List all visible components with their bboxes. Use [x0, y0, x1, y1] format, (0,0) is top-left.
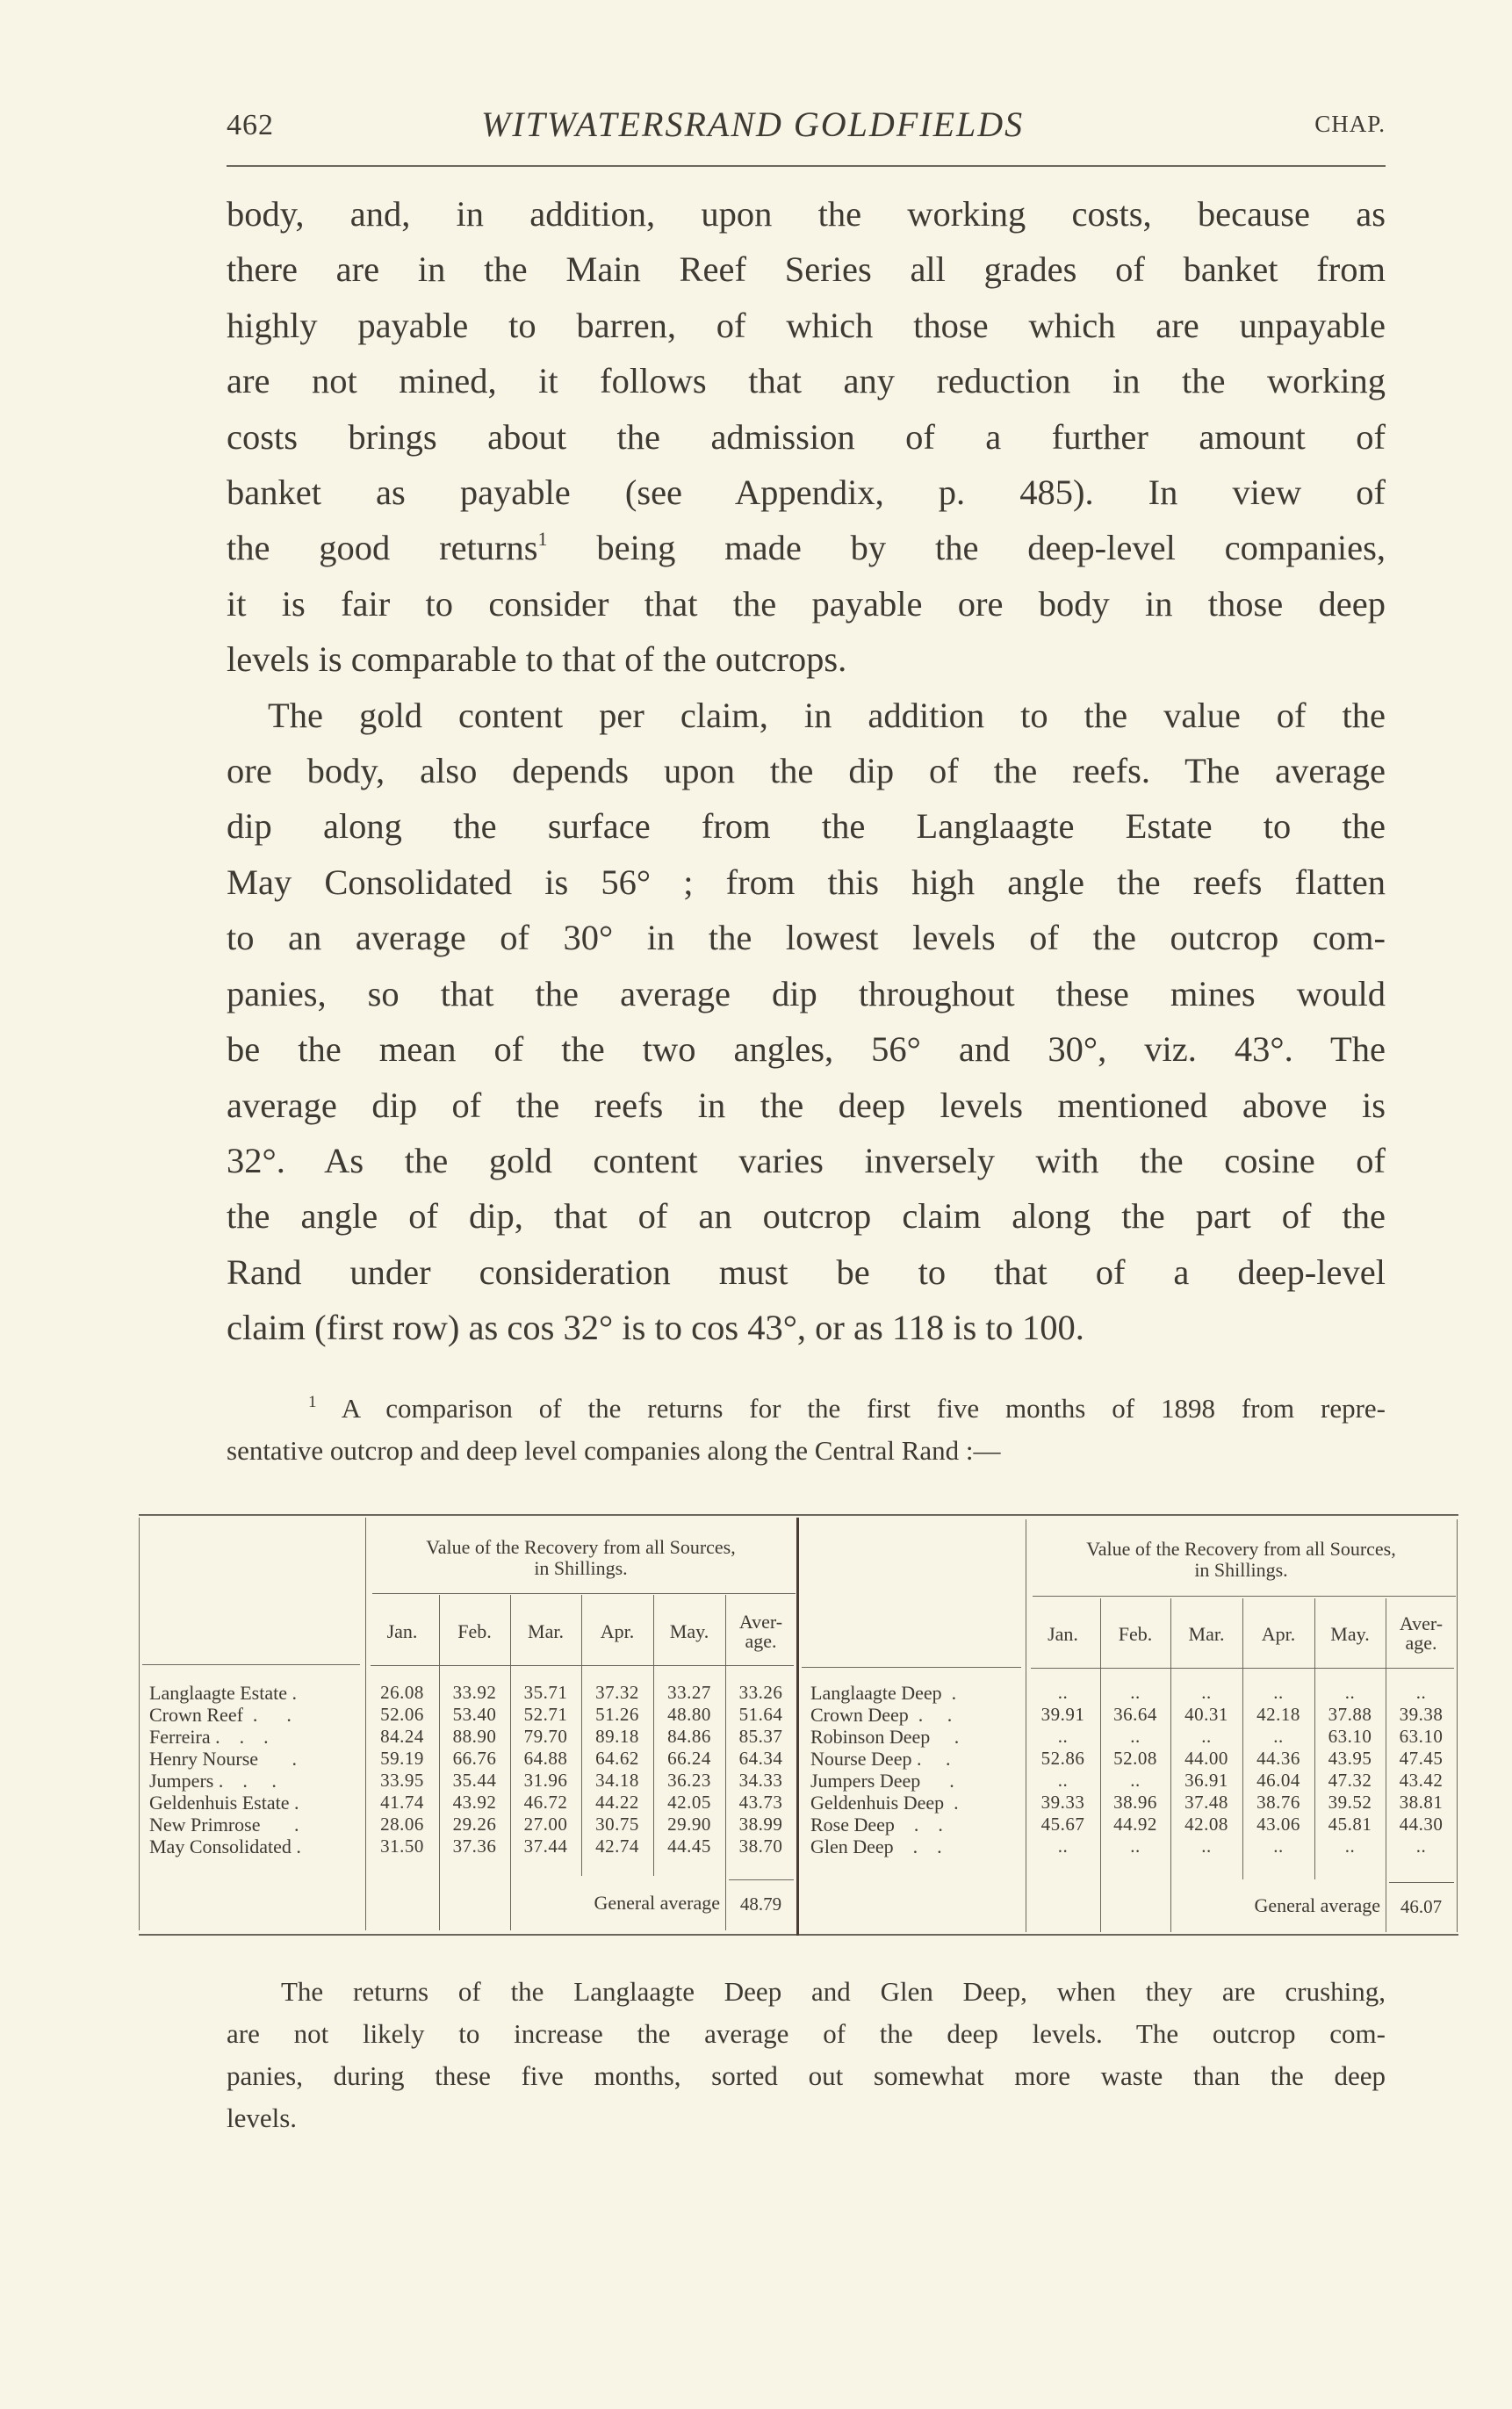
table-cell: ..: [1415, 1682, 1427, 1703]
table-cell: ..: [1130, 1770, 1141, 1791]
footnote-line: sentative outcrop and deep level companies along the Central Rand :—: [227, 1435, 1001, 1466]
row-label: May Consolidated .: [149, 1836, 301, 1857]
table-cell: 66.24: [667, 1748, 711, 1769]
table-cell: ..: [1130, 1726, 1141, 1747]
table-cell: 47.45: [1399, 1748, 1444, 1769]
table-cell: 42.08: [1184, 1814, 1228, 1835]
body-line: 32°. As the gold content varies inversely with the cosine of: [227, 1140, 1386, 1180]
average-rule: [729, 1879, 794, 1880]
table-cell: 63.10: [1399, 1726, 1444, 1747]
table-cell: 53.40: [452, 1704, 497, 1725]
col-header-feb: Feb.: [457, 1620, 492, 1642]
table-cell: 33.26: [738, 1682, 783, 1703]
table-cell: 43.73: [738, 1792, 783, 1813]
table-cell: 44.30: [1399, 1814, 1444, 1835]
table-cell: 48.80: [667, 1704, 711, 1725]
col-header-mar: Mar.: [1188, 1623, 1225, 1645]
body-line: ore body, also depends upon the dip of the reefs. The average: [227, 751, 1386, 791]
col-header-mar: Mar.: [528, 1620, 564, 1642]
chapter-label: CHAP.: [1314, 111, 1386, 137]
table-cell: ..: [1130, 1836, 1141, 1857]
body-text: [227, 186, 1386, 1356]
table-cell: 44.36: [1256, 1748, 1300, 1769]
table-cell: 51.64: [738, 1704, 783, 1725]
row-label: Ferreira . . .: [149, 1726, 269, 1748]
table-cell: 84.86: [667, 1726, 711, 1747]
table-cell: 29.90: [667, 1814, 711, 1835]
body-line: May Consolidated is 56° ; from this high angle the reefs flatten: [227, 862, 1386, 902]
table-cell: 89.18: [595, 1726, 639, 1747]
table-center-divider: [796, 1518, 799, 1936]
table-border-left: [139, 1518, 140, 1930]
body-line: levels is comparable to that of the outcrops.: [227, 639, 847, 680]
table-cell: 64.34: [738, 1748, 783, 1769]
table-cell: 34.33: [738, 1770, 783, 1791]
header-bottom-rule: [142, 1664, 360, 1665]
footnote-marker: 1: [308, 1393, 317, 1411]
row-label: Henry Nourse .: [149, 1748, 298, 1770]
row-label: New Primrose .: [149, 1814, 299, 1836]
group-header-rule: [1033, 1596, 1456, 1597]
table-cell: 31.96: [523, 1770, 568, 1791]
table-cell: 39.38: [1399, 1704, 1444, 1725]
table-cell: 46.72: [523, 1792, 568, 1813]
table-cell: ..: [1273, 1726, 1284, 1747]
table-cell: 33.92: [452, 1682, 497, 1703]
table-cell: 38.70: [738, 1836, 783, 1857]
col-header-may: May.: [669, 1620, 709, 1642]
row-label: Nourse Deep . .: [810, 1748, 951, 1770]
table-cell: 45.67: [1040, 1814, 1085, 1835]
row-label: Jumpers . . .: [149, 1770, 277, 1792]
table-cell: 52.08: [1113, 1748, 1157, 1769]
table-cell: 38.99: [738, 1814, 783, 1835]
table-cell: 37.48: [1184, 1792, 1228, 1813]
table-cell: 43.42: [1399, 1770, 1444, 1791]
table-cell: 30.75: [595, 1814, 639, 1835]
table-cell: ..: [1273, 1836, 1284, 1857]
table-cell: 52.71: [523, 1704, 568, 1725]
table-cell: 37.32: [595, 1682, 639, 1703]
body-line: are not mined, it follows that any reduction in the working: [227, 361, 1386, 401]
table-cell: 28.06: [380, 1814, 424, 1835]
table-cell: 36.64: [1113, 1704, 1157, 1725]
table-cell: 36.91: [1184, 1770, 1228, 1791]
table-cell: 29.26: [452, 1814, 497, 1835]
group-header-rule: [372, 1593, 796, 1594]
row-label: Crown Reef . .: [149, 1704, 292, 1726]
running-title: WITWATERSRAND GOLDFIELDS: [481, 105, 1025, 144]
page-number: 462: [227, 109, 274, 141]
table-cell: 59.19: [380, 1748, 424, 1769]
table-border-right: [1457, 1519, 1458, 1932]
body-line: average dip of the reefs in the deep levels mentioned above is: [227, 1085, 1386, 1125]
table-cell: 38.81: [1399, 1792, 1444, 1813]
table-cell: 79.70: [523, 1726, 568, 1747]
group-header-deep: Value of the Recovery from all Sources, in Shillings.: [1086, 1538, 1396, 1581]
running-head: [227, 104, 1386, 148]
table-cell: 35.44: [452, 1770, 497, 1791]
table-cell: 84.24: [380, 1726, 424, 1747]
table-cell: 66.76: [452, 1748, 497, 1769]
body-line: costs brings about the admission of a further amount of: [227, 416, 1386, 457]
table-cell: 45.81: [1328, 1814, 1372, 1835]
table-cell: 46.04: [1256, 1770, 1300, 1791]
closing-line: are not likely to increase the average of the deep levels. The outcrop com-: [227, 2018, 1386, 2049]
body-line: there are in the Main Reef Series all grades of banket from: [227, 249, 1386, 290]
header-rule: [227, 165, 1386, 167]
table-cell: ..: [1130, 1682, 1141, 1703]
body-line: The gold content per claim, in addition to the value of the: [268, 695, 1386, 735]
table-cell: ..: [1415, 1836, 1427, 1857]
col-header-apr: Apr.: [1261, 1623, 1296, 1645]
table-cell: 39.52: [1328, 1792, 1372, 1813]
body-line: body, and, in addition, upon the working costs, because as: [227, 194, 1386, 234]
group-header-outcrop: Value of the Recovery from all Sources, in Shillings.: [426, 1536, 736, 1579]
header-bottom-rule: [1031, 1668, 1454, 1669]
table-cell: 64.62: [595, 1748, 639, 1769]
row-label: Langlaagte Deep .: [810, 1682, 957, 1704]
general-average-label: General average: [1254, 1894, 1380, 1916]
table-cell: 43.95: [1328, 1748, 1372, 1769]
general-average-outcrop: 48.79: [739, 1893, 782, 1915]
row-label: Langlaagte Estate .: [149, 1682, 297, 1704]
closing-paragraph: [227, 1971, 1386, 2139]
row-label: Jumpers Deep .: [810, 1770, 954, 1792]
table-cell: 63.10: [1328, 1726, 1372, 1747]
table-cell: 41.74: [380, 1792, 424, 1813]
col-header-jan: Jan.: [386, 1620, 418, 1642]
general-average-label: General average: [594, 1892, 720, 1914]
table-cell: 42.05: [667, 1792, 711, 1813]
row-label: Robinson Deep .: [810, 1726, 960, 1748]
table-cell: 39.91: [1040, 1704, 1085, 1725]
row-label: Geldenhuis Estate .: [149, 1792, 299, 1814]
table-cell: 37.36: [452, 1836, 497, 1857]
body-line: claim (first row) as cos 32° is to cos 43°, or as 118 is to 100.: [227, 1308, 1084, 1348]
body-line: banket as payable (see Appendix, p. 485). In view of: [227, 472, 1386, 513]
col-header-average: Aver- age.: [1399, 1612, 1444, 1654]
table-cell: ..: [1057, 1682, 1069, 1703]
table-cell: 44.22: [595, 1792, 639, 1813]
table-cell: 51.26: [595, 1704, 639, 1725]
table-cell: ..: [1344, 1836, 1356, 1857]
table-cell: 37.88: [1328, 1704, 1372, 1725]
col-header-apr: Apr.: [600, 1620, 635, 1642]
table-cell: 26.08: [380, 1682, 424, 1703]
body-line: be the mean of the two angles, 56° and 30°, viz. 43°. The: [227, 1029, 1386, 1070]
body-line: to an average of 30° in the lowest levels of the outcrop com-: [227, 918, 1386, 958]
table-cell: 35.71: [523, 1682, 568, 1703]
footnote: [227, 1388, 1386, 1472]
average-rule: [1389, 1882, 1454, 1883]
body-line: Rand under consideration must be to that of a deep-level: [227, 1251, 1386, 1292]
table-cell: 33.27: [667, 1682, 711, 1703]
header-bottom-rule: [371, 1665, 794, 1666]
col-header-feb: Feb.: [1118, 1623, 1153, 1645]
col-header-jan: Jan.: [1048, 1623, 1078, 1645]
table-cell: ..: [1057, 1836, 1069, 1857]
general-average-deep: 46.07: [1400, 1896, 1443, 1917]
row-label: Rose Deep . .: [810, 1814, 943, 1836]
closing-line: The returns of the Langlaagte Deep and Glen Deep, when they are crushing,: [281, 1976, 1386, 2007]
table-cell: 38.76: [1256, 1792, 1300, 1813]
header-bottom-rule: [802, 1667, 1021, 1668]
table-cell: 44.00: [1184, 1748, 1228, 1769]
table-cell: 31.50: [380, 1836, 424, 1857]
table-cell: 43.06: [1256, 1814, 1300, 1835]
table-cell: 27.00: [523, 1814, 568, 1835]
closing-line: levels.: [227, 2102, 298, 2133]
table-cell: 34.18: [595, 1770, 639, 1791]
table-cell: 64.88: [523, 1748, 568, 1769]
table-cell: 33.95: [380, 1770, 424, 1791]
body-line: panies, so that the average dip throughout these mines would: [227, 973, 1386, 1013]
table-cell: 43.92: [452, 1792, 497, 1813]
table-cell: 37.44: [523, 1836, 568, 1857]
table-top-rule: [139, 1514, 1458, 1516]
table-cell: ..: [1201, 1726, 1212, 1747]
col-header-may: May.: [1330, 1623, 1370, 1645]
table-cell: ..: [1273, 1682, 1284, 1703]
table-cell: 39.33: [1040, 1792, 1085, 1813]
closing-line: panies, during these five months, sorted out somewhat more waste than the deep: [227, 2060, 1386, 2091]
table-cell: 44.45: [667, 1836, 711, 1857]
table-cell: ..: [1201, 1682, 1212, 1703]
table-cell: ..: [1057, 1770, 1069, 1791]
row-label: Geldenhuis Deep .: [810, 1792, 959, 1814]
table-cell: 88.90: [452, 1726, 497, 1747]
table-cell: 52.86: [1040, 1748, 1085, 1769]
table-cell: 42.18: [1256, 1704, 1300, 1725]
table-cell: 38.96: [1113, 1792, 1157, 1813]
body-line: it is fair to consider that the payable ore body in those deep: [227, 583, 1386, 624]
table-cell: 42.74: [595, 1836, 639, 1857]
row-label: Crown Deep . .: [810, 1704, 953, 1726]
col-header-average: Aver- age.: [738, 1611, 783, 1652]
table-cell: 85.37: [738, 1726, 783, 1747]
footnote-reference[interactable]: 1: [537, 528, 548, 551]
table-cell: ..: [1201, 1836, 1212, 1857]
table-cell: ..: [1057, 1726, 1069, 1747]
returns-comparison-table: [139, 1514, 1458, 1953]
body-line: the good returns$^1$ being made by the deep-level companies,: [227, 528, 1386, 568]
body-line: dip along the surface from the Langlaagte Estate to the: [227, 806, 1386, 847]
table-cell: 52.06: [380, 1704, 424, 1725]
row-label: Glen Deep . .: [810, 1836, 942, 1857]
table-cell: 36.23: [667, 1770, 711, 1791]
table-cell: 40.31: [1184, 1704, 1228, 1725]
body-line: the angle of dip, that of an outcrop claim along the part of the: [227, 1196, 1386, 1237]
table-cell: 44.92: [1113, 1814, 1157, 1835]
body-line: highly payable to barren, of which those which are unpayable: [227, 305, 1386, 345]
table-cell: 47.32: [1328, 1770, 1372, 1791]
table-cell: ..: [1344, 1682, 1356, 1703]
footnote-line: $^1$ A comparison of the returns for the first five months of 1898 from repre-: [308, 1393, 1386, 1424]
